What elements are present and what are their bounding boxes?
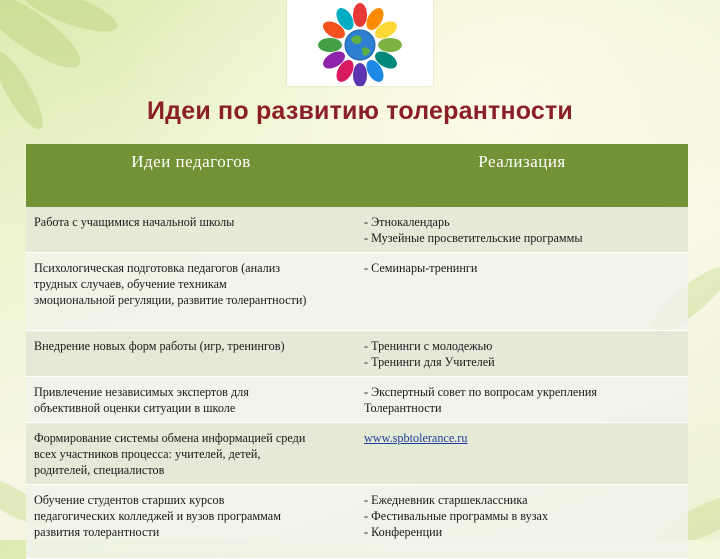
table-row — [26, 253, 688, 331]
cell-text: развития толерантности — [34, 525, 160, 539]
column-header-implementation: Реализация — [356, 144, 688, 207]
cell-text: Внедрение новых форм работы (игр, тренингов) — [34, 339, 285, 353]
cell-text: - Этнокалендарь — [364, 215, 450, 229]
spbtolerance-link[interactable]: www.spbtolerance.ru — [364, 431, 468, 445]
cell-text: - Ежедневник старшеклассника — [364, 493, 528, 507]
table-header-row — [26, 144, 688, 207]
cell-text: Работа с учащимися начальной школы — [34, 215, 235, 229]
cell-text: Психологическая подготовка педагогов (анализ — [34, 261, 281, 275]
idea-cell — [26, 377, 356, 423]
slide-title: Идеи по развитию толерантности — [146, 97, 574, 125]
cell-text: педагогических колледжей и вузов программам — [34, 509, 281, 523]
cell-text: Обучение студентов старших курсов — [34, 493, 225, 507]
implementation-cell — [356, 331, 688, 377]
implementation-cell — [356, 423, 688, 485]
implementation-cell — [356, 377, 688, 423]
logo-hands-globe — [287, 0, 433, 86]
cell-text: Привлечение независимых экспертов для — [34, 385, 249, 399]
implementation-cell — [356, 253, 688, 331]
cell-text: - Конференции — [364, 525, 443, 539]
cell-text: трудных случаев, обучение техникам — [34, 277, 227, 291]
table-row — [26, 377, 688, 423]
cell-text: - Тренинги с молодежью — [364, 339, 493, 353]
implementation-cell — [356, 207, 688, 253]
table-row — [26, 331, 688, 377]
implementation-cell — [356, 485, 688, 559]
cell-text: эмоциональной регуляции, развитие толерантности) — [34, 293, 307, 307]
cell-text: Формирование системы обмена информацией среди — [34, 431, 306, 445]
idea-cell — [26, 423, 356, 485]
hands-around-globe-icon — [287, 0, 433, 86]
idea-cell — [26, 485, 356, 559]
idea-cell — [26, 253, 356, 331]
cell-text: - Экспертный совет по вопросам укрепления — [364, 385, 597, 399]
table-row — [26, 485, 688, 559]
column-header-ideas: Идеи педагогов — [26, 144, 356, 207]
cell-text: - Фестивальные программы в вузах — [364, 509, 549, 523]
idea-cell — [26, 207, 356, 253]
table-row — [26, 207, 688, 253]
cell-text: - Семинары-тренинги — [364, 261, 478, 275]
ideas-table — [26, 144, 688, 559]
idea-cell — [26, 331, 356, 377]
cell-text: всех участников процесса: учителей, детей, — [34, 447, 261, 461]
cell-text: объективной оценки ситуации в школе — [34, 401, 236, 415]
cell-text: Толерантности — [364, 401, 442, 415]
table-row — [26, 423, 688, 485]
cell-text: - Тренинги для Учителей — [364, 355, 495, 369]
cell-text: родителей, специалистов — [34, 463, 165, 477]
cell-text: - Музейные просветительские программы — [364, 231, 583, 245]
